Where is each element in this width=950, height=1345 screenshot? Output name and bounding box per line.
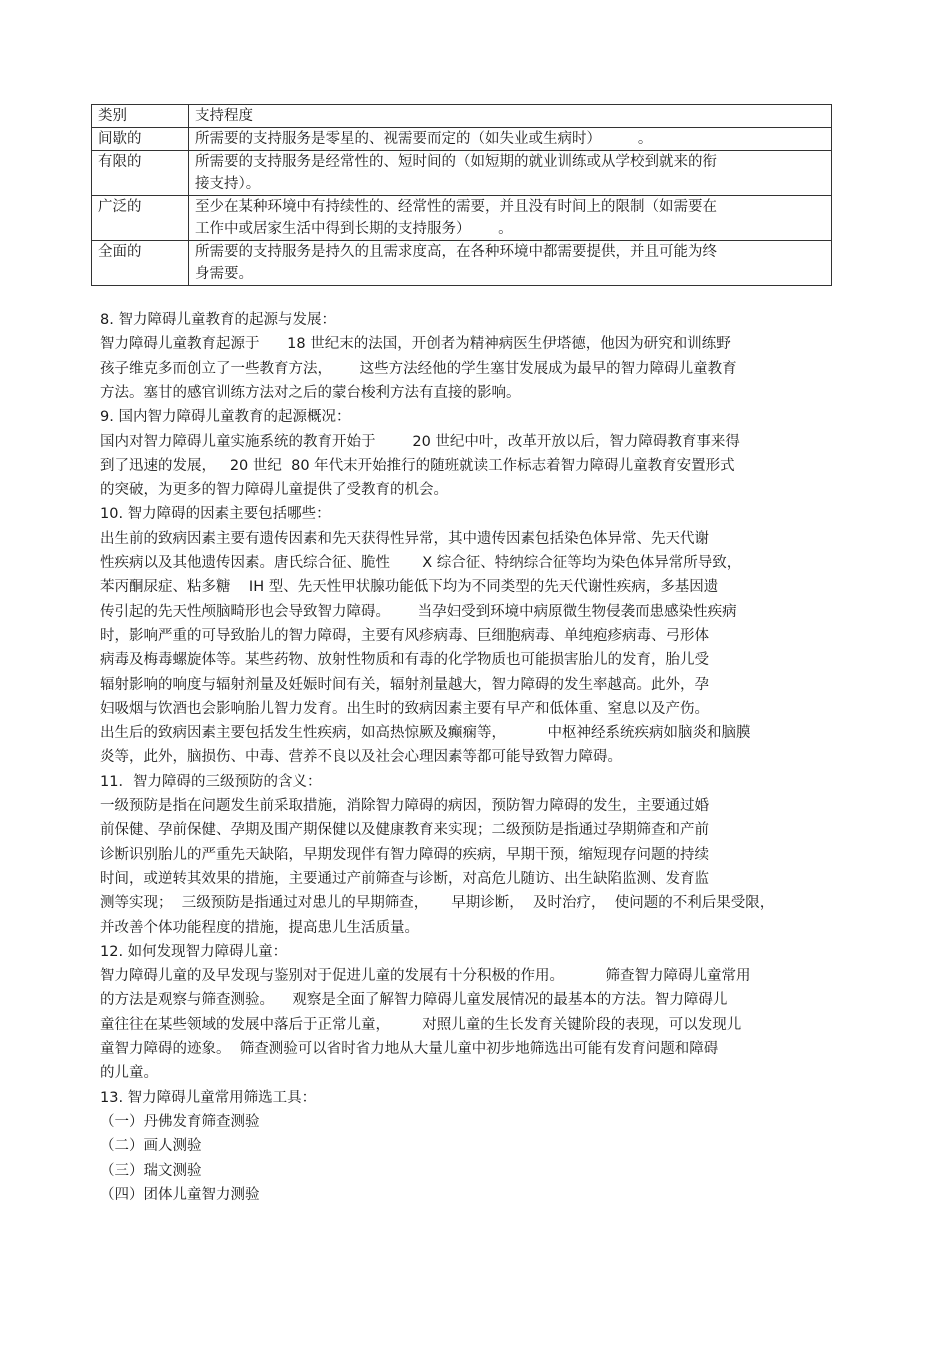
row-description	[189, 241, 832, 286]
table-header-row	[92, 105, 832, 128]
text-line: 童往往在某些领域的发展中落后于正常儿童， 对照儿童的生长发育关键阶段的表现，可以发现儿	[100, 1016, 742, 1033]
row-line: 身需要。	[195, 266, 253, 282]
table-row	[92, 151, 832, 196]
row-category: 间歇的	[92, 128, 189, 151]
text-line: 一级预防是指在问题发生前采取措施，消除智力障碍的病因，预防智力障碍的发生，主要通过婚	[100, 798, 709, 814]
row-line: 所需要的支持服务是持久的且需求度高，在各种环境中都需要提供，并且可能为终	[195, 244, 717, 260]
table-row	[92, 196, 832, 241]
row-line: 至少在某种环境中有持续性的、经常性的需要，并且没有时间上的限制（如需要在	[195, 199, 717, 215]
text-line: 时，影响严重的可导致胎儿的智力障碍，主要有风疹病毒、巨细胞病毒、单纯疱疹病毒、弓形体	[100, 627, 709, 644]
text-line: 并改善个体功能程度的措施，提高患儿生活质量。	[100, 919, 419, 936]
row-line: 接支持）。	[195, 176, 261, 192]
row-line: 所需要的支持服务是零星的、视需要而定的（如失业或生病时） 。	[195, 131, 653, 147]
text-line: 的突破，为更多的智力障碍儿童提供了受教育的机会。	[100, 482, 448, 499]
text-line: 病毒及梅毒螺旋体等。某些药物、放射性物质和有毒的化学物质也可能损害胎儿的发育，胎儿受	[100, 652, 709, 669]
text-line: 前保健、孕前保健、孕期及围产期保健以及健康教育来实现；二级预防是指通过孕期筛查和产前	[100, 822, 709, 839]
text-line: 出生后的致病因素主要包括发生性疾病，如高热惊厥及癫痫等， 中枢神经系统疾病如脑炎和脑膜	[100, 725, 751, 742]
text-line: （一）丹佛发育筛查测验	[100, 1113, 260, 1130]
text-line: 智力障碍儿童教育起源于 18 世纪末的法国，开创者为精神病医生伊塔德，他因为研究和训练野	[100, 336, 731, 353]
row-line: 所需要的支持服务是经常性的、短时间的（如短期的就业训练或从学校到就来的衔	[195, 154, 717, 170]
row-line: 工作中或居家生活中得到长期的支持服务） 。	[195, 221, 513, 237]
support-level-table	[91, 104, 832, 286]
text-line: 苯丙酮尿症、粘多糖 IH 型、先天性甲状腺功能低下均为不同类型的先天代谢性疾病，多基因遗	[100, 579, 719, 596]
text-line: 智力障碍儿童的及早发现与鉴别对于促进儿童的发展有十分积极的作用。 筛查智力障碍儿童常用	[100, 968, 751, 985]
text-line: 妇吸烟与饮酒也会影响胎儿智力发育。出生时的致病因素主要有早产和低体重、窒息以及产伤。	[100, 700, 709, 717]
row-category: 全面的	[92, 241, 189, 286]
table-row	[92, 241, 832, 286]
text-line: （四）团体儿童智力测验	[100, 1186, 260, 1203]
row-category: 有限的	[92, 151, 189, 196]
text-line: 炎等，此外，脑损伤、中毒、营养不良以及社会心理因素等都可能导致智力障碍。	[100, 749, 622, 766]
row-description	[189, 128, 832, 151]
text-line: 国内对智力障碍儿童实施系统的教育开始于 20 世纪中叶，改革开放以后，智力障碍教育事来得	[100, 433, 740, 450]
text-line: 12. 如何发现智力障碍儿童：	[100, 943, 288, 960]
header-support: 支持程度	[189, 105, 832, 128]
text-line: 13. 智力障碍儿童常用筛选工具：	[100, 1089, 317, 1106]
text-line: 的儿童。	[100, 1065, 158, 1082]
text-line: 11．智力障碍的三级预防的含义：	[100, 773, 322, 790]
text-line: （三）瑞文测验	[100, 1162, 202, 1179]
header-category: 类别	[92, 105, 189, 128]
text-line: 性疾病以及其他遗传因素。唐氏综合征、脆性 X 综合征、特纳综合征等均为染色体异常所导致，	[100, 555, 742, 571]
text-line: 9. 国内智力障碍儿童教育的起源概况：	[100, 409, 351, 426]
text-line: 的方法是观察与筛查测验。 观察是全面了解智力障碍儿童发展情况的最基本的方法。智力障碍儿	[100, 992, 728, 1009]
text-line: 出生前的致病因素主要有遗传因素和先天获得性异常，其中遗传因素包括染色体异常、先天代谢	[100, 530, 709, 547]
text-line: 方法。塞甘的感官训练方法对之后的蒙台梭利方法有直接的影响。	[100, 384, 521, 401]
row-category: 广泛的	[92, 196, 189, 241]
text-line: 10. 智力障碍的因素主要包括哪些：	[100, 506, 331, 523]
text-line: 辐射影响的响度与辐射剂量及妊娠时间有关，辐射剂量越大，智力障碍的发生率越高。此外，孕	[100, 676, 709, 693]
text-line: 诊断识别胎儿的严重先天缺陷，早期发现伴有智力障碍的疾病，早期干预，缩短现存问题的持续	[100, 846, 709, 863]
text-line: 时间，或逆转其效果的措施，主要通过产前筛查与诊断，对高危儿随访、出生缺陷监测、发育监	[100, 870, 709, 887]
text-line: 童智力障碍的迹象。 筛查测验可以省时省力地从大量儿童中初步地筛选出可能有发育问题和障碍	[100, 1041, 719, 1057]
text-line: 8. 智力障碍儿童教育的起源与发展：	[100, 312, 336, 328]
row-description	[189, 151, 832, 196]
text-line: 孩子维克多而创立了一些教育方法， 这些方法经他的学生塞甘发展成为最早的智力障碍儿童教育	[100, 360, 737, 377]
text-line: 传引起的先天性颅脑畸形也会导致智力障碍。 当孕妇受到环境中病原微生物侵袭而患感染性疾病	[100, 603, 737, 620]
table-row	[92, 128, 832, 151]
text-line: （二）画人测验	[100, 1138, 202, 1155]
text-line: 测等实现； 三级预防是指通过对患儿的早期筛查， 早期诊断， 及时治疗， 使问题的不利后果受限，	[100, 895, 775, 912]
text-line: 到了迅速的发展， 20 世纪 80 年代末开始推行的随班就读工作标志着智力障碍儿童教育安置形式	[100, 457, 735, 474]
row-description	[189, 196, 832, 241]
